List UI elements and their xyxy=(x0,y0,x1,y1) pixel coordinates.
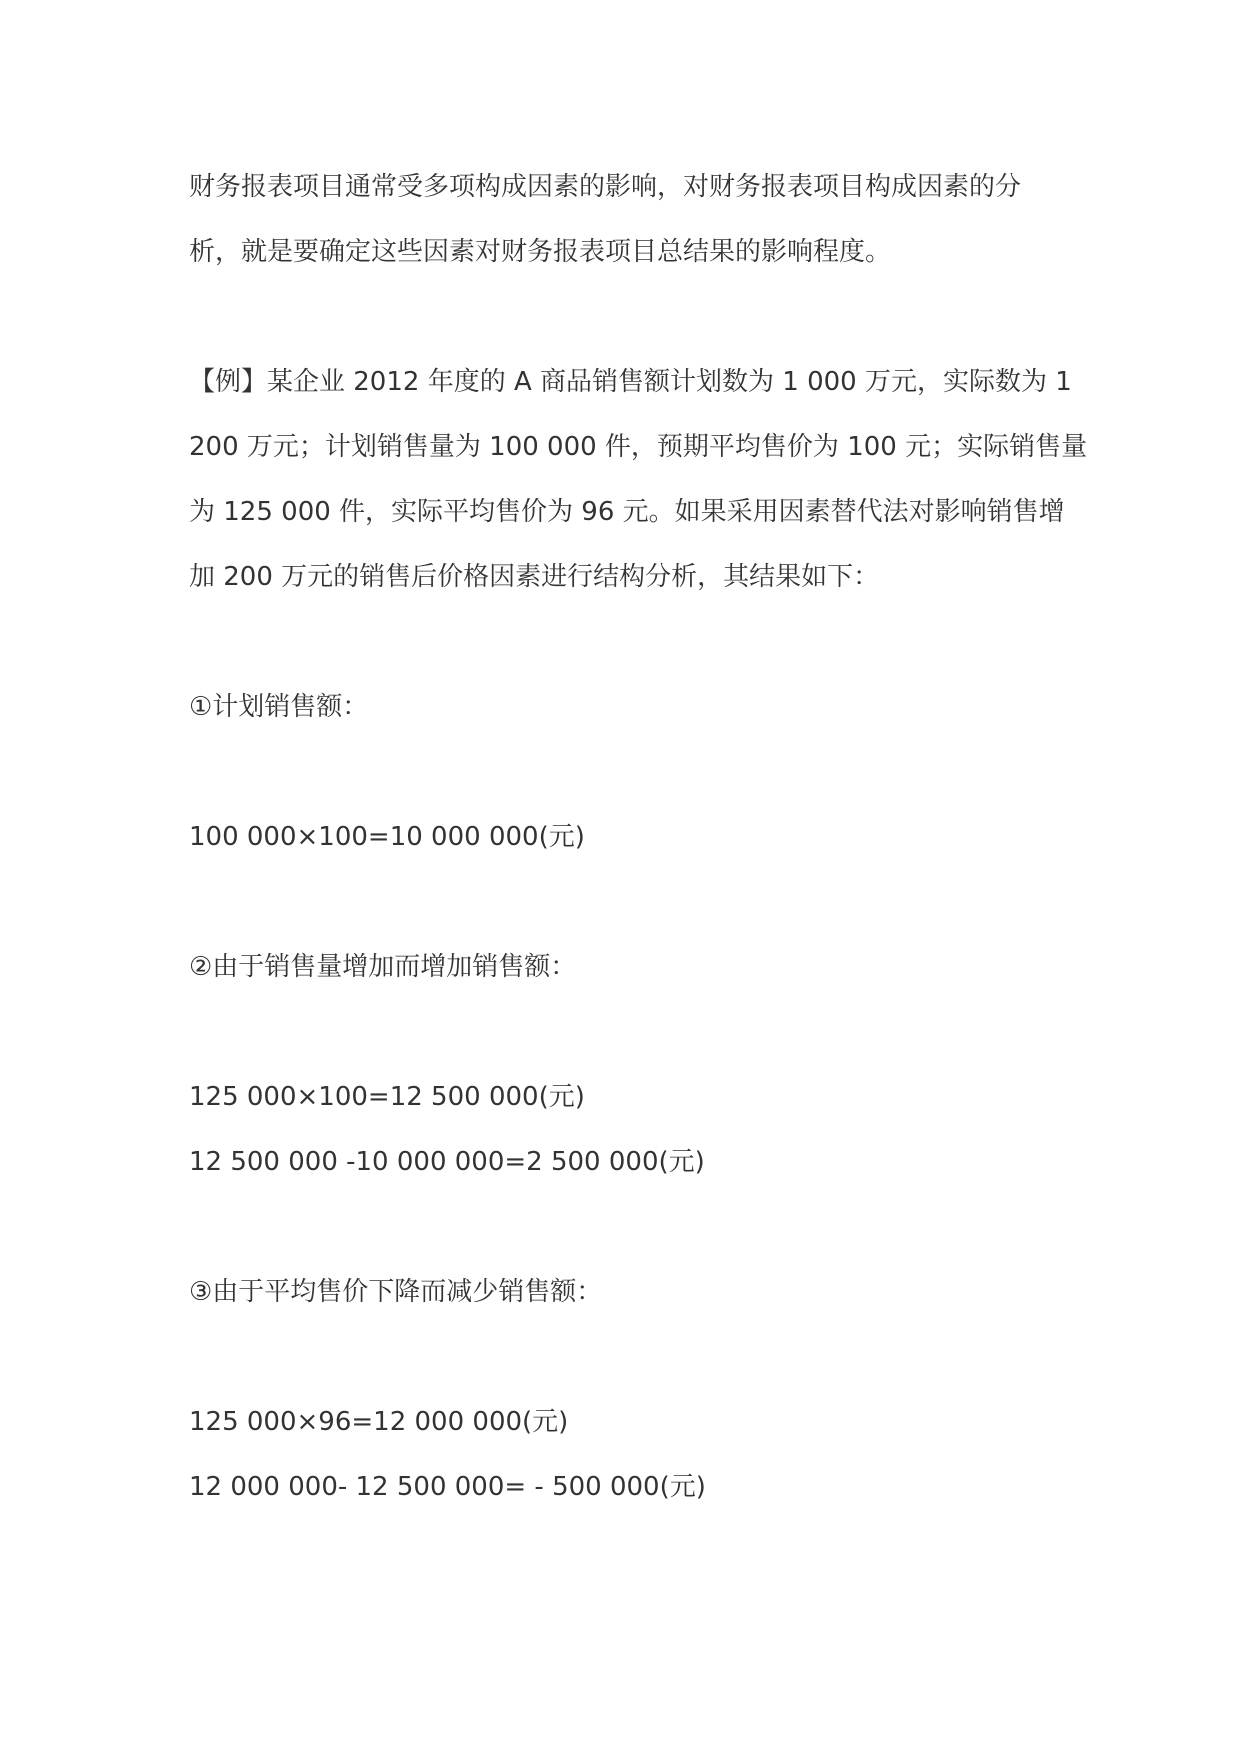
step3-formula-2: 12 000 000- 12 500 000= - 500 000(元) xyxy=(189,1472,706,1502)
step2-formula-1: 125 000×100=12 500 000(元) xyxy=(189,1082,585,1112)
example-line-3: 为 125 000 件，实际平均售价为 96 元。如果采用因素替代法对影响销售增 xyxy=(189,497,1065,527)
step3-heading: ③由于平均售价下降而减少销售额： xyxy=(189,1277,603,1307)
example-line-4: 加 200 万元的销售后价格因素进行结构分析，其结果如下： xyxy=(189,562,880,592)
intro-line-2: 析，就是要确定这些因素对财务报表项目总结果的影响程度。 xyxy=(189,237,892,267)
step3-formula-1: 125 000×96=12 000 000(元) xyxy=(189,1407,569,1437)
step1-heading: ①计划销售额： xyxy=(189,692,369,722)
step1-formula-1: 100 000×100=10 000 000(元) xyxy=(189,822,585,852)
step2-heading: ②由于销售量增加而增加销售额： xyxy=(189,952,577,982)
example-line-2: 200 万元；计划销售量为 100 000 件，预期平均售价为 100 元；实际销售量 xyxy=(189,432,1088,462)
step2-formula-2: 12 500 000 -10 000 000=2 500 000(元) xyxy=(189,1147,705,1177)
example-line-1: 【例】某企业 2012 年度的 A 商品销售额计划数为 1 000 万元，实际数为 1 xyxy=(189,367,1072,397)
intro-line-1: 财务报表项目通常受多项构成因素的影响，对财务报表项目构成因素的分 xyxy=(189,172,1022,202)
